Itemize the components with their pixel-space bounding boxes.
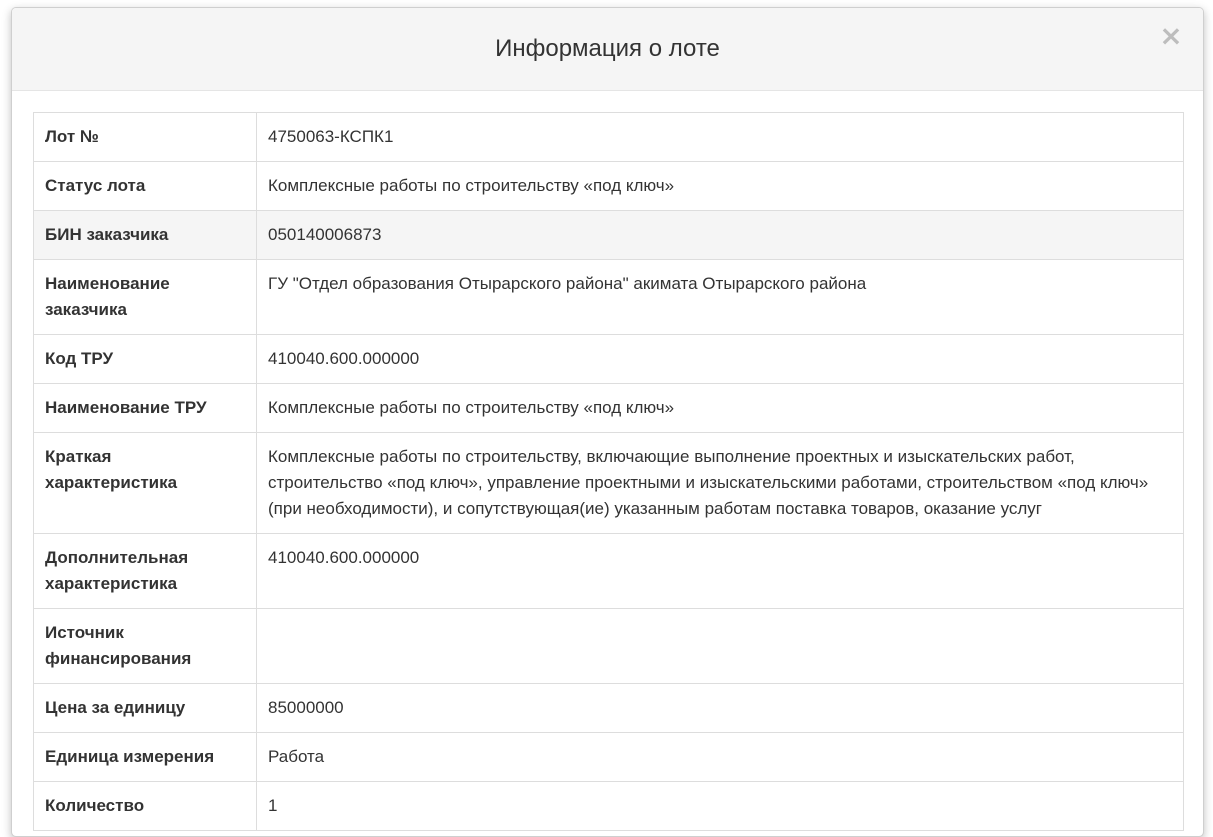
row-label: Единица измерения — [34, 733, 257, 782]
row-value: 85000000 — [257, 684, 1184, 733]
row-label: Источник финансирования — [34, 609, 257, 684]
row-value: 1 — [257, 782, 1184, 831]
row-label: Статус лота — [34, 162, 257, 211]
row-value: Комплексные работы по строительству «под ключ» — [257, 384, 1184, 433]
row-label: Наименование заказчика — [34, 260, 257, 335]
table-row-tru-name — [34, 384, 1184, 433]
row-label: Лот № — [34, 113, 257, 162]
row-label: Дополнительная характеристика — [34, 534, 257, 609]
row-label: Наименование ТРУ — [34, 384, 257, 433]
table-row-additional-description — [34, 534, 1184, 609]
lot-info-modal — [11, 7, 1204, 837]
table-row-tru-code — [34, 335, 1184, 384]
table-row-customer-name — [34, 260, 1184, 335]
modal-header — [12, 8, 1203, 91]
table-row-lot-status — [34, 162, 1184, 211]
table-row-unit-price — [34, 684, 1184, 733]
row-value: 410040.600.000000 — [257, 335, 1184, 384]
row-label: Краткая характеристика — [34, 433, 257, 534]
row-value: Комплексные работы по строительству, включающие выполнение проектных и изыскательских работ, строительство «под ключ», управление проектными и изыскательскими работами, строительством «под ключ» (при необходимости), и сопутствующая(ие) указанным работам поставка товаров, оказание услуг — [257, 433, 1184, 534]
table-row-lot-number — [34, 113, 1184, 162]
lot-info-table — [33, 112, 1184, 831]
row-label: Количество — [34, 782, 257, 831]
row-label: Цена за единицу — [34, 684, 257, 733]
modal-title: Информация о лоте — [495, 35, 720, 62]
row-value: 410040.600.000000 — [257, 534, 1184, 609]
row-value: 050140006873 — [257, 211, 1184, 260]
table-row-customer-bin — [34, 211, 1184, 260]
table-row-unit — [34, 733, 1184, 782]
table-row-quantity — [34, 782, 1184, 831]
row-label: Код ТРУ — [34, 335, 257, 384]
row-value — [257, 609, 1184, 684]
modal-body — [33, 112, 1184, 831]
row-value: Комплексные работы по строительству «под ключ» — [257, 162, 1184, 211]
row-value: ГУ "Отдел образования Отырарского района" акимата Отырарского района — [257, 260, 1184, 335]
close-button[interactable] — [1159, 19, 1183, 52]
row-value: Работа — [257, 733, 1184, 782]
table-row-short-description — [34, 433, 1184, 534]
row-value: 4750063-КСПК1 — [257, 113, 1184, 162]
table-row-funding-source — [34, 609, 1184, 684]
close-icon: × — [1159, 19, 1183, 52]
row-label: БИН заказчика — [34, 211, 257, 260]
